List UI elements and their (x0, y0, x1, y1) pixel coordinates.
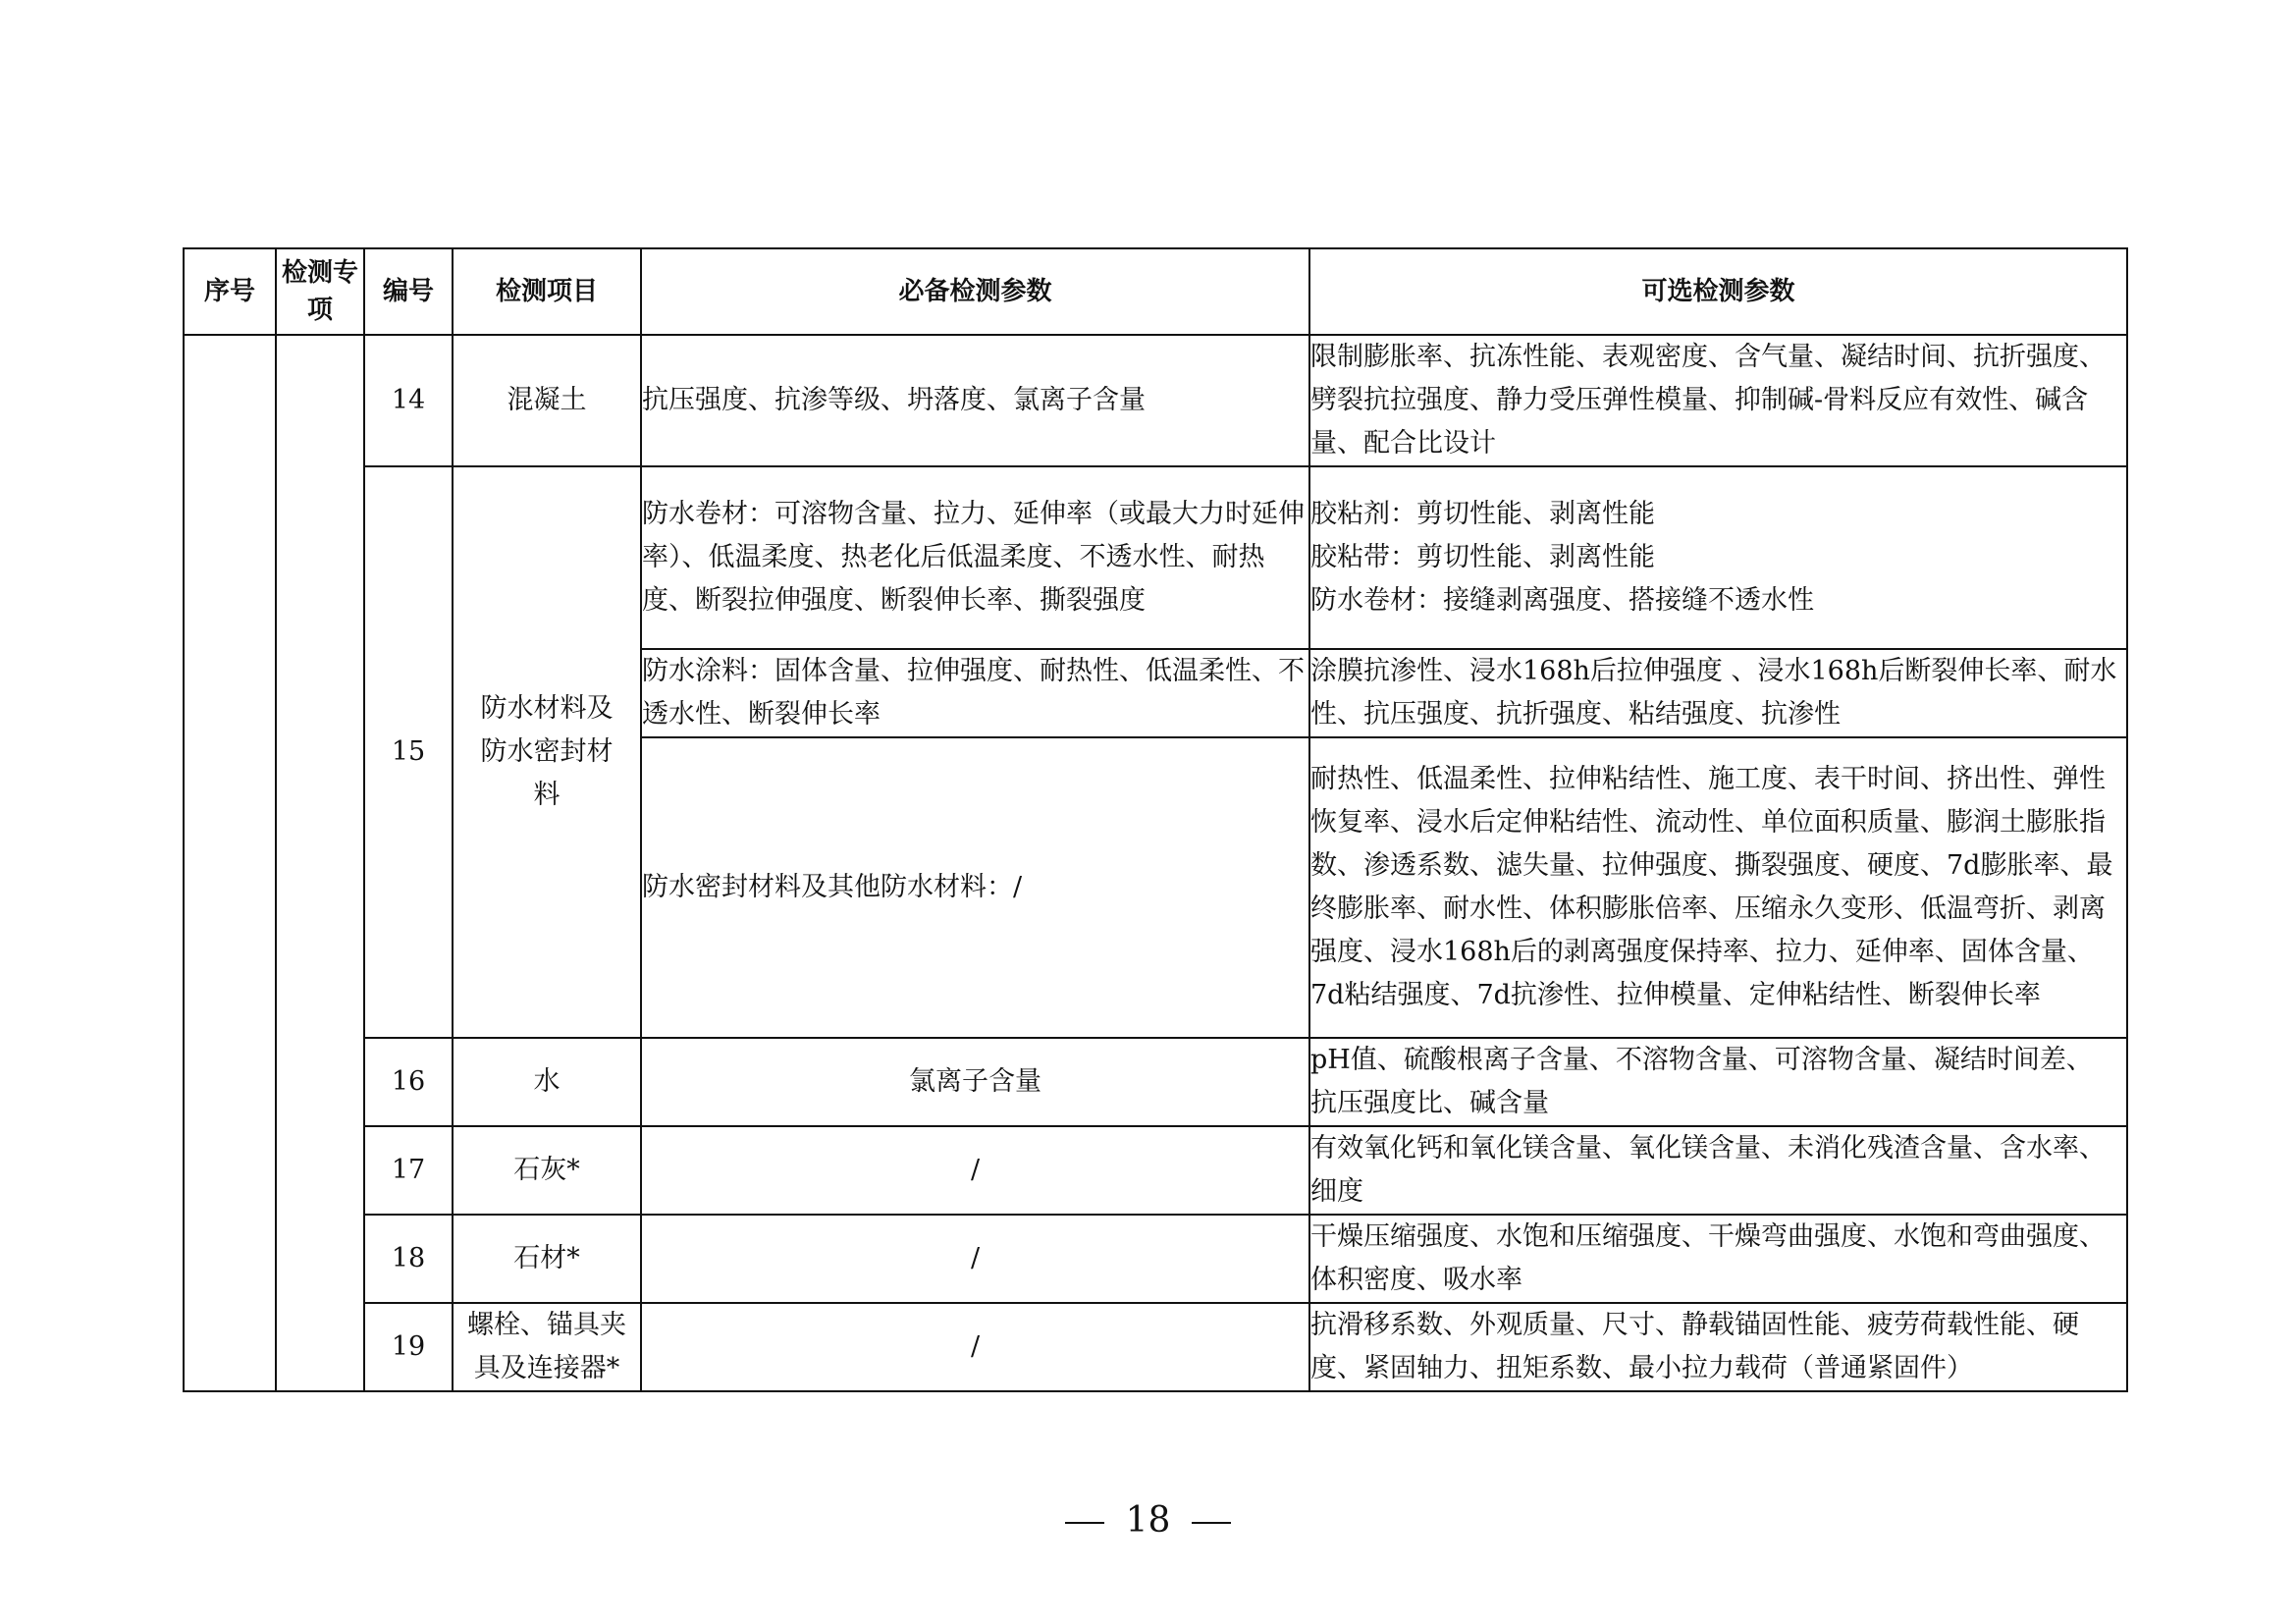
row-required: 防水密封材料及其他防水材料：/ (641, 737, 1309, 1038)
header-required: 必备检测参数 (641, 248, 1309, 335)
row-optional: 涂膜抗渗性、浸水168h后拉伸强度 、浸水168h后断裂伸长率、耐水性、抗压强度、抗折强度、粘结强度、抗渗性 (1309, 649, 2127, 737)
header-special: 检测专项 (276, 248, 364, 335)
row-code: 14 (364, 335, 453, 466)
table-row (184, 466, 2127, 649)
header-item: 检测项目 (453, 248, 641, 335)
page-number: 18 (1125, 1500, 1171, 1541)
row-optional: 限制膨胀率、抗冻性能、表观密度、含气量、凝结时间、抗折强度、劈裂抗拉强度、静力受压弹性模量、抑制碱-骨料反应有效性、碱含量、配合比设计 (1309, 335, 2127, 466)
header-optional: 可选检测参数 (1309, 248, 2127, 335)
optional-line: 防水卷材：接缝剥离强度、搭接缝不透水性 (1310, 585, 1814, 616)
row-optional: 干燥压缩强度、水饱和压缩强度、干燥弯曲强度、水饱和弯曲强度、体积密度、吸水率 (1309, 1215, 2127, 1303)
row-item: 石灰* (453, 1126, 641, 1215)
page-footer (0, 1500, 2296, 1541)
special-cell (276, 335, 364, 1391)
row-item: 石材* (453, 1215, 641, 1303)
row-required: / (641, 1126, 1309, 1215)
footer-dash-left (1065, 1522, 1104, 1524)
row-required: 防水涂料：固体含量、拉伸强度、耐热性、低温柔性、不透水性、断裂伸长率 (641, 649, 1309, 737)
row-item: 防水材料及防水密封材料 (453, 466, 641, 1038)
row-optional: 抗滑移系数、外观质量、尺寸、静载锚固性能、疲劳荷载性能、硬度、紧固轴力、扭矩系数、最小拉力载荷（普通紧固件） (1309, 1303, 2127, 1391)
row-code: 19 (364, 1303, 453, 1391)
table-row (184, 1038, 2127, 1126)
row-code: 15 (364, 466, 453, 1038)
optional-line: 胶粘带：剪切性能、剥离性能 (1310, 542, 1655, 572)
row-optional: pH值、硫酸根离子含量、不溶物含量、可溶物含量、凝结时间差、 抗压强度比、碱含量 (1309, 1038, 2127, 1126)
table-header-row (184, 248, 2127, 335)
header-seq: 序号 (184, 248, 276, 335)
table-row (184, 335, 2127, 466)
row-required: 防水卷材：可溶物含量、拉力、延伸率（或最大力时延伸率）、低温柔度、热老化后低温柔度、不透水性、耐热度、断裂拉伸强度、断裂伸长率、撕裂强度 (641, 466, 1309, 649)
seq-cell (184, 335, 276, 1391)
row-required: / (641, 1215, 1309, 1303)
row-item: 混凝土 (453, 335, 641, 466)
row-required: 抗压强度、抗渗等级、坍落度、氯离子含量 (641, 335, 1309, 466)
footer-dash-right (1192, 1522, 1231, 1524)
row-optional: 耐热性、低温柔性、拉伸粘结性、施工度、表干时间、挤出性、弹性恢复率、浸水后定伸粘结性、流动性、单位面积质量、膨润土膨胀指数、渗透系数、滤失量、拉伸强度、撕裂强度、硬度、7d膨胀率、最终膨胀率、耐水性、体积膨胀倍率、压缩永久变形、低温弯折、剥离强度、浸水168h后的剥离强度保持率、拉力、延伸率、固体含量、7d粘结强度、7d抗渗性、拉伸模量、定伸粘结性、断裂伸长率 (1309, 737, 2127, 1038)
table-row (184, 1126, 2127, 1215)
row-optional-multiline (1309, 466, 2127, 649)
inspection-parameters-table (183, 247, 2128, 1392)
header-code: 编号 (364, 248, 453, 335)
table-row (184, 1215, 2127, 1303)
row-code: 18 (364, 1215, 453, 1303)
row-item: 水 (453, 1038, 641, 1126)
table-row (184, 1303, 2127, 1391)
optional-line: 胶粘剂：剪切性能、剥离性能 (1310, 499, 1655, 529)
row-item: 螺栓、锚具夹具及连接器* (453, 1303, 641, 1391)
row-code: 16 (364, 1038, 453, 1126)
row-optional: 有效氧化钙和氧化镁含量、氧化镁含量、未消化残渣含量、含水率、细度 (1309, 1126, 2127, 1215)
row-code: 17 (364, 1126, 453, 1215)
row-required: / (641, 1303, 1309, 1391)
row-required: 氯离子含量 (641, 1038, 1309, 1126)
